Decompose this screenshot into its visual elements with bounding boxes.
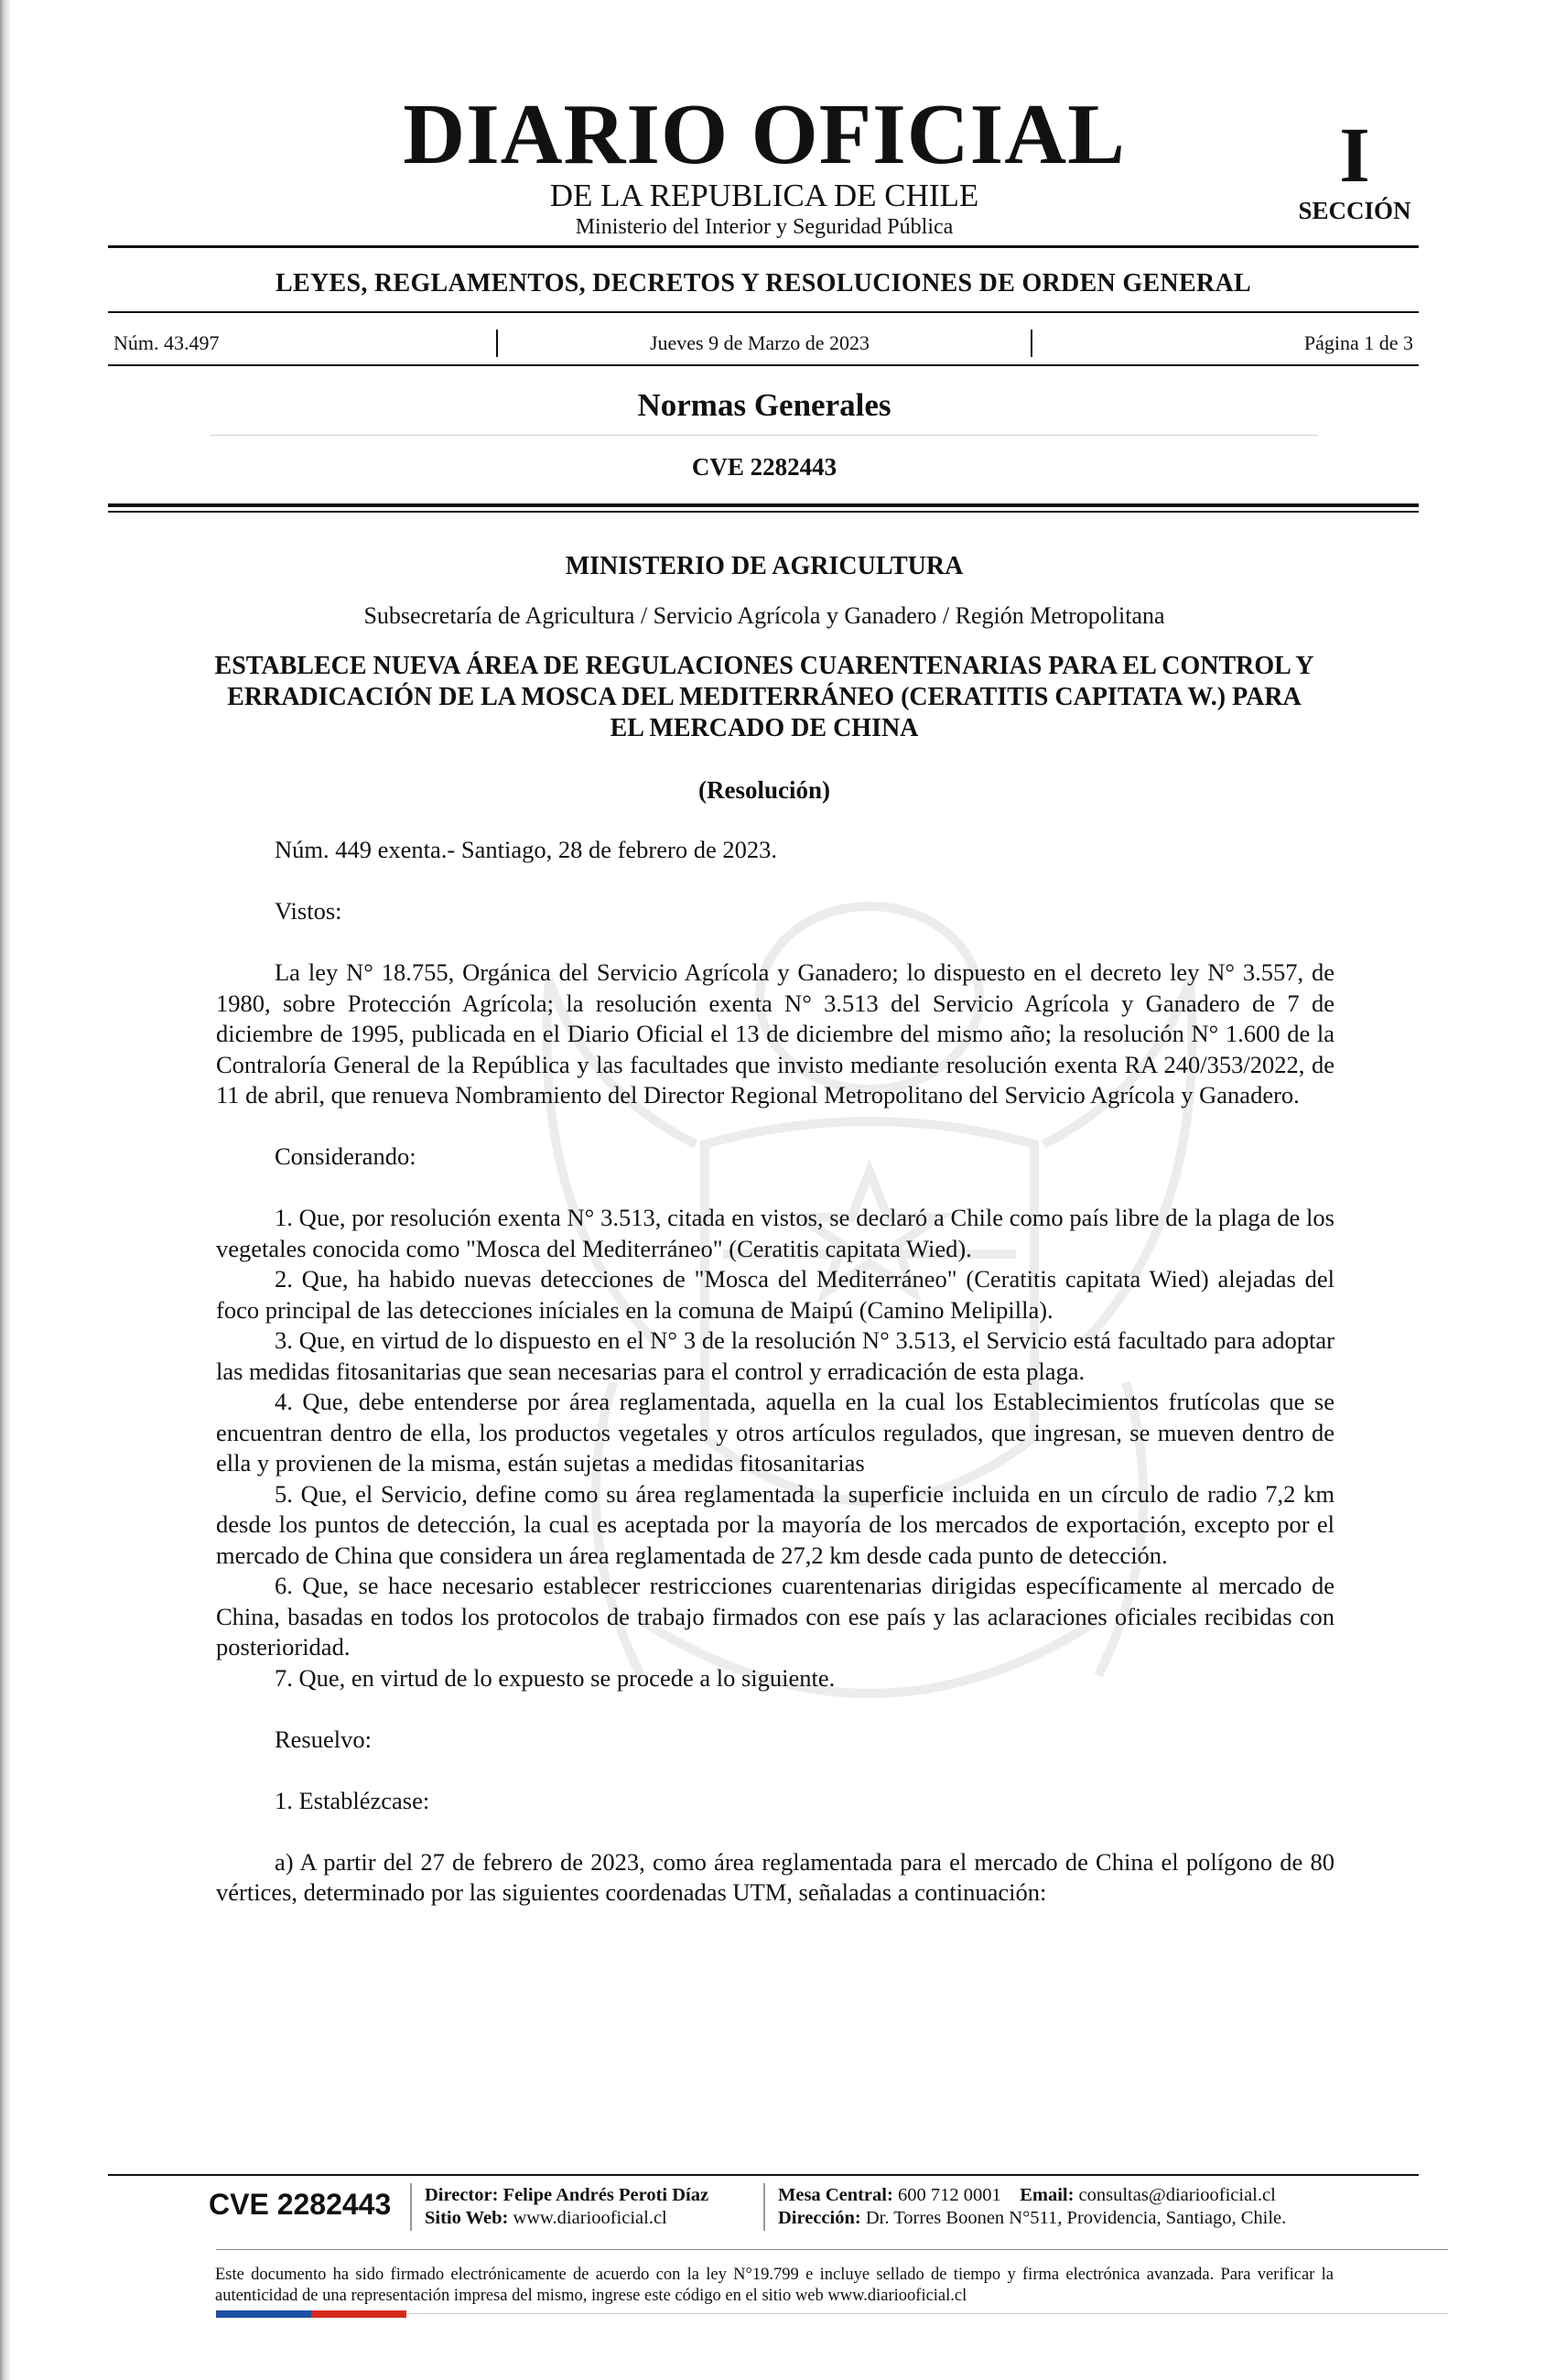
flag-stripe-blue <box>216 2310 311 2318</box>
vistos-paragraph: La ley N° 18.755, Orgánica del Servicio Agrícola y Ganadero; lo dispuesto en el decreto ley N° 3.557, de 1980, sobre Protección Agrícola; la resolución exenta N° 3.513 del Servicio Agrícola y Ganadero de 7 de diciembre de 1995, publicada en el Diario Oficial el 13 de diciembre del mismo año; la resolución N° 1.600 de la Contraloría General de la República y las facultades que invisto mediante resolución exenta RA 240/353/2022, de 11 de abril, que renueva Nombramiento del Director Regional Metropolitano del Servicio Agrícola y Ganadero. <box>216 958 1334 1109</box>
resuelvo-label: Resuelvo: <box>275 1725 372 1753</box>
flag-stripe-red <box>311 2310 406 2318</box>
considerando-item: 2. Que, ha habido nuevas detecciones de "Mosca del Mediterráneo" (Ceratitis capitata Wied) alejadas del foco principal de las detecciones iníciales en la comuna de Maipú (Camino Melipilla). <box>216 1265 1334 1324</box>
considerando-item: 5. Que, el Servicio, define como su área reglamentada la superficie incluida en un círculo de radio 7,2 km desde los puntos de detección, la cual es aceptada por la mayoría de los mercados de exportación, excepto por el mercado de China que considera un área reglamentada de 27,2 km desde cada punto de detección. <box>216 1479 1334 1569</box>
meta-divider <box>496 330 498 357</box>
meta-divider <box>1031 330 1032 357</box>
footer-rule-mid <box>216 2249 1448 2250</box>
punto-a-paragraph: a) A partir del 27 de febrero de 2023, como área reglamentada para el mercado de China el polígono de 80 vértices, determinado por las siguientes coordenadas UTM, señaladas a continuación: <box>216 1847 1334 1906</box>
masthead-ministry: Ministerio del Interior y Seguridad Pública <box>575 215 954 239</box>
page-left-edge <box>0 0 11 2380</box>
footer-rule-top <box>108 2174 1419 2176</box>
category-heading: LEYES, REGLAMENTOS, DECRETOS Y RESOLUCIONES DE ORDEN GENERAL <box>276 269 1251 298</box>
considerando-item: 7. Que, en virtud de lo expuesto se procede a lo siguiente. <box>275 1663 836 1692</box>
issue-number: Núm. 43.497 <box>113 331 220 354</box>
section-rule-thick <box>108 503 1419 507</box>
establezcase-item: 1. Establézcase: <box>275 1786 430 1814</box>
resolution-number: Núm. 449 exenta.- Santiago, 28 de febrero de 2023. <box>275 836 777 863</box>
footer-contact <box>778 2184 1286 2230</box>
document-body <box>216 835 1334 1909</box>
direccion-label: Dirección: <box>778 2208 861 2228</box>
mesa-label: Mesa Central: <box>778 2185 893 2205</box>
resolution-title: ESTABLECE NUEVA ÁREA DE REGULACIONES CUARENTENARIAS PARA EL CONTROL Y ERRADICACIÓN DE LA MOSCA DEL MEDITERRÁNEO (CERATITIS CAPITATA W.) PARA EL MERCADO DE CHINA <box>214 652 1314 742</box>
considerando-item: 3. Que, en virtud de lo dispuesto en el N° 3 de la resolución N° 3.513, el Servicio está facultado para adoptar las medidas fitosanitarias que sean necesarias para el control y erradicación de esta plaga. <box>216 1326 1334 1385</box>
director-label: Director: <box>425 2185 499 2205</box>
header-rule-mid <box>108 311 1419 313</box>
footer-legal-note: Este documento ha sido firmado electrónicamente de acuerdo con la ley N°19.799 e incluye sellado de tiempo y firma electrónica avanzada. Para verificar la autenticidad de una representación impresa del mismo, ingrese este código en el sitio web www.diariooficial.cl <box>215 2266 1334 2305</box>
header-rule-bottom <box>108 364 1419 366</box>
mesa-phone: 600 712 0001 <box>897 2185 1001 2205</box>
issue-date: Jueves 9 de Marzo de 2023 <box>649 331 870 354</box>
footer-director <box>425 2184 708 2230</box>
director-name: Felipe Andrés Peroti Díaz <box>502 2185 709 2205</box>
email-label: Email: <box>1020 2185 1075 2205</box>
cve-code: CVE 2282443 <box>691 453 837 481</box>
header-rule-top <box>108 245 1419 248</box>
considerando-item: 4. Que, debe entenderse por área reglamentada, aquella en la cual los Establecimientos frutícolas que se encuentran dentro de ella, los productos vegetales y otros artículos regulados, que ingresan, se mueven dentro de ella y provienen de la misma, están sujetas a medidas fitosanitarias <box>216 1388 1334 1477</box>
direccion-text: Dr. Torres Boonen N°511, Providencia, Santiago, Chile. <box>865 2208 1287 2228</box>
masthead-subtitle: DE LA REPUBLICA DE CHILE <box>549 178 979 213</box>
email-link[interactable]: consultas@diariooficial.cl <box>1078 2185 1276 2205</box>
considerando-label: Considerando: <box>275 1142 416 1170</box>
page-number: Página 1 de 3 <box>1303 331 1413 354</box>
vistos-label: Vistos: <box>275 897 342 925</box>
normas-rule <box>211 435 1318 436</box>
masthead-title: DIARIO OFICIAL <box>403 87 1126 182</box>
web-link[interactable]: www.diariooficial.cl <box>513 2208 667 2228</box>
footer-divider <box>410 2183 412 2231</box>
document-type: (Resolución) <box>698 776 830 804</box>
considerando-item: 1. Que, por resolución exenta N° 3.513, citada en vistos, se declaró a Chile como país libre de la plaga de los vegetales conocida como "Mosca del Mediterráneo" (Ceratitis capitata Wied). <box>216 1204 1334 1262</box>
subsecretaria-line: Subsecretaría de Agricultura / Servicio Agrícola y Ganadero / Región Metropolitana <box>363 602 1165 629</box>
section-rule-thin <box>108 511 1419 513</box>
considerando-item: 6. Que, se hace necesario establecer restricciones cuarentenarias dirigidas específicamente al mercado de China, basadas en todos los protocolos de trabajo firmados con ese país y las aclaraciones oficiales recibidas con posterioridad. <box>216 1572 1334 1661</box>
section-label: SECCIÓN <box>1298 197 1411 224</box>
ministry-heading: MINISTERIO DE AGRICULTURA <box>565 552 964 580</box>
section-numeral: I <box>1339 111 1370 199</box>
footer-divider <box>763 2183 765 2231</box>
footer-cve: CVE 2282443 <box>209 2188 392 2221</box>
web-label: Sitio Web: <box>425 2208 509 2228</box>
footer-rule-bottom <box>406 2313 1448 2314</box>
normas-heading: Normas Generales <box>637 387 891 423</box>
